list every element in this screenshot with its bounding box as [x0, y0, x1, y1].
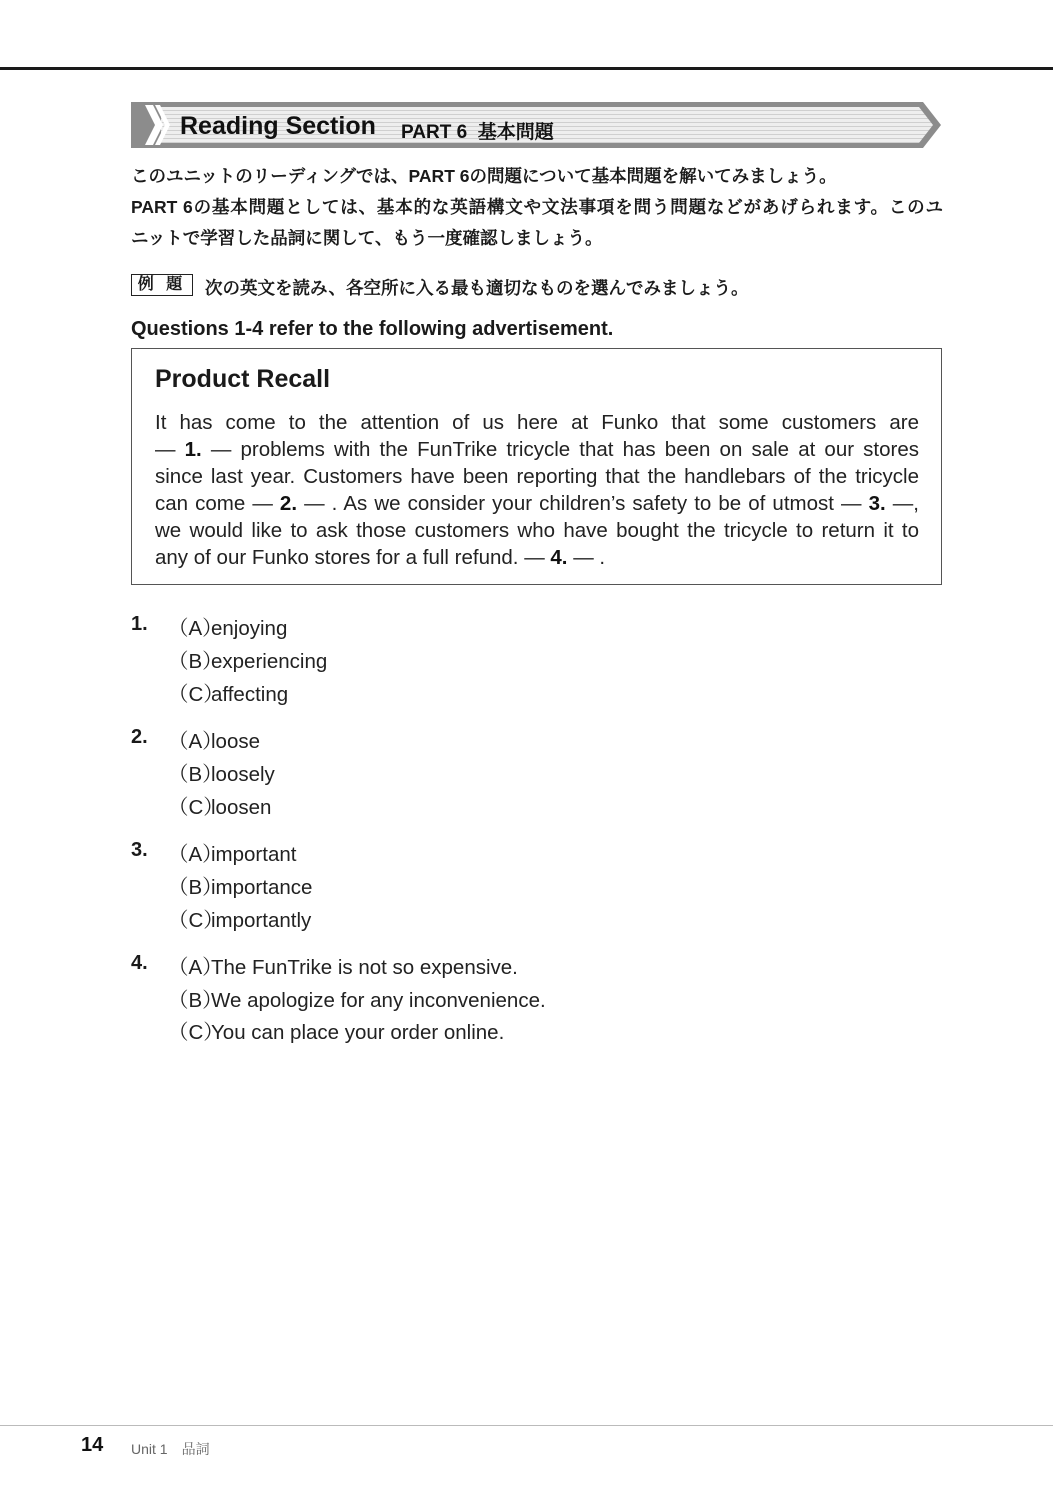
option-letter: （C） — [168, 796, 224, 819]
passage-box — [131, 348, 942, 585]
question-2-option-b[interactable] — [168, 757, 275, 787]
option-letter: （B） — [168, 876, 223, 899]
blank-2: 2. — [279, 492, 298, 515]
part-label: PART 6 — [401, 122, 468, 143]
option-letter: （B） — [168, 650, 223, 673]
passage-line-5: we would like to ask those customers who have bought the tricycle to return it to — [155, 519, 919, 542]
section-banner — [131, 102, 941, 148]
question-4-option-a[interactable] — [168, 950, 518, 980]
question-1-option-b[interactable] — [168, 644, 327, 674]
passage-line-1: It has come to the attention of us here at Funko that some customers are — [155, 411, 919, 434]
option-letter: （B） — [168, 763, 223, 786]
question-4-option-c[interactable] — [168, 1015, 504, 1045]
option-text: importantly — [211, 909, 312, 932]
question-3-option-a[interactable] — [168, 837, 296, 867]
dash: — — [524, 546, 545, 569]
passage-line-3: since last year. Customers have been reporting that the handlebars of the tricycle — [155, 465, 919, 488]
example-label: 例 題 — [131, 274, 193, 296]
question-3-option-c[interactable] — [168, 903, 311, 933]
section-title: Reading Section — [180, 112, 376, 140]
question-1-number: 1. — [131, 613, 148, 635]
dash: — — [892, 492, 914, 515]
option-text: loosely — [211, 763, 275, 786]
dash: — — [841, 492, 862, 515]
page-number: 14 — [81, 1434, 104, 1456]
question-3-number: 3. — [131, 839, 148, 861]
option-text: experiencing — [211, 650, 328, 673]
passage-text: . As we consider your children’s safety to be of utmost — [324, 492, 842, 515]
question-4-number: 4. — [131, 952, 148, 974]
question-2-option-a[interactable] — [168, 724, 260, 754]
option-text: loosen — [211, 796, 272, 819]
dash: — — [210, 438, 232, 461]
dash: — — [252, 492, 273, 515]
question-4-option-b[interactable] — [168, 983, 546, 1013]
option-letter: （C） — [168, 1021, 224, 1044]
footer-rule — [0, 1425, 1053, 1426]
question-2-option-c[interactable] — [168, 790, 271, 820]
passage-line-6: any of our Funko stores for a full refund. — 4. — . — [155, 546, 606, 569]
option-letter: （C） — [168, 909, 224, 932]
dash: — — [304, 492, 325, 515]
option-letter: （A） — [168, 617, 223, 640]
passage-text: problems with the FunTrike tricycle that has been on sale at our stores — [231, 438, 920, 461]
option-text: The FunTrike is not so expensive. — [211, 956, 518, 979]
intro-line-3: ニットで学習した品詞に関して、もう一度確認しましょう。 — [131, 228, 603, 248]
option-text: affecting — [211, 683, 289, 706]
blank-3: 3. — [868, 492, 886, 515]
questions-reference: Questions 1-4 refer to the following advertisement. — [131, 318, 614, 340]
option-letter: （B） — [168, 989, 223, 1012]
question-1-option-a[interactable] — [168, 611, 287, 641]
option-letter: （A） — [168, 730, 223, 753]
passage-line-2 — [155, 436, 919, 463]
blank-1: 1. — [184, 438, 202, 461]
option-text: We apologize for any inconvenience. — [211, 989, 546, 1012]
question-2-number: 2. — [131, 726, 148, 748]
option-text: You can place your order online. — [211, 1021, 505, 1044]
option-text: enjoying — [211, 617, 288, 640]
passage-line-4: can come — 2. — . As we consider your children’s safety to be of utmost — 3. —, — [155, 492, 919, 515]
option-letter: （A） — [168, 956, 223, 979]
question-1-option-c[interactable] — [168, 677, 288, 707]
option-letter: （A） — [168, 843, 223, 866]
passage-title: Product Recall — [155, 365, 331, 393]
passage-text: can come — [155, 492, 253, 515]
top-rule — [0, 67, 1053, 70]
option-letter: （C） — [168, 683, 224, 706]
option-text: importance — [211, 876, 313, 899]
dash: — — [155, 438, 176, 461]
part-heading — [401, 117, 554, 144]
option-text: important — [211, 843, 297, 866]
intro-line-2: PART 6の基本問題としては、基本的な英語構文や文法事項を問う問題などがあげられます。このユ — [131, 197, 943, 217]
example-instruction: 次の英文を読み、各空所に入る最も適切なものを選んでみましょう。 — [205, 278, 749, 298]
dash: — — [573, 546, 594, 569]
intro-line-1: このユニットのリーディングでは、PART 6の問題について基本問題を解いてみましょう。 — [131, 166, 837, 186]
question-3-option-b[interactable] — [168, 870, 312, 900]
option-text: loose — [211, 730, 261, 753]
passage-text: any of our Funko stores for a full refund. — [155, 546, 525, 569]
footer-unit-label: Unit 1 品詞 — [131, 1441, 210, 1457]
blank-4: 4. — [550, 546, 568, 569]
part-subtitle: 基本問題 — [477, 122, 554, 143]
